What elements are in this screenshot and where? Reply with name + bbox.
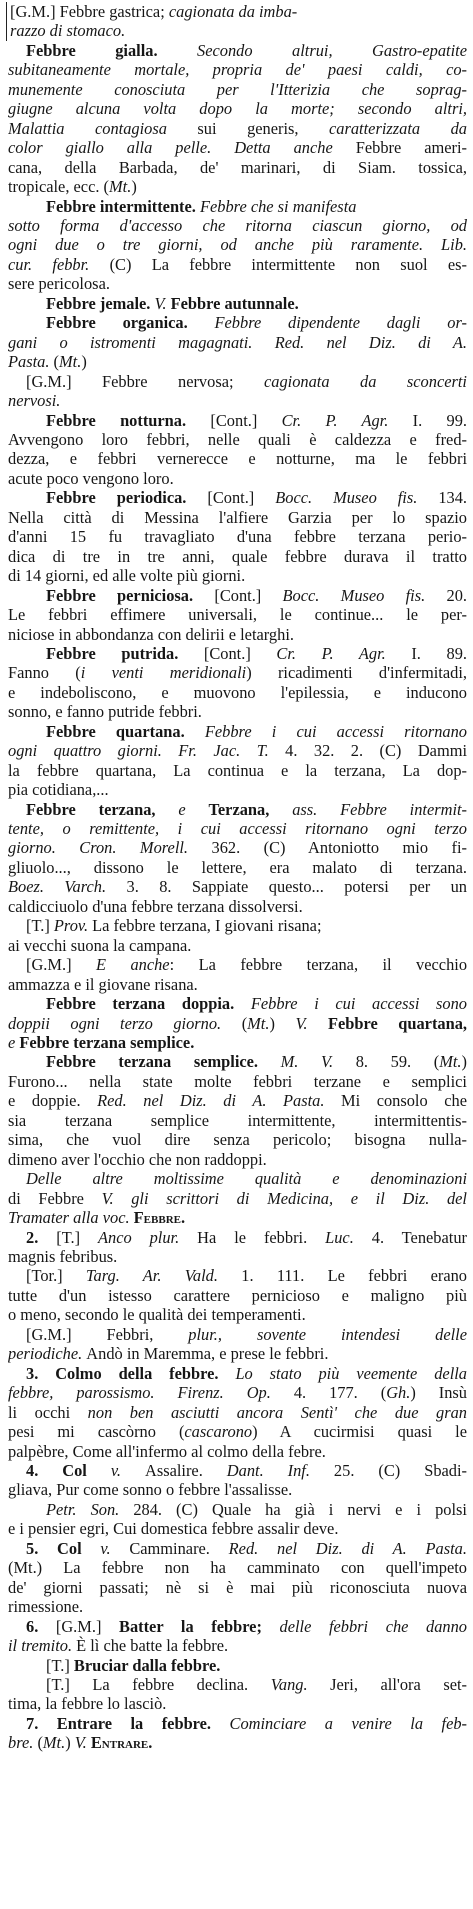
text-run: 4. Tenebatur <box>371 1227 467 1247</box>
italic-text: color giallo alla pelle. Detta anche <box>8 138 356 158</box>
text-run: Furono... nella state molte febbri terzane e semplici <box>8 1071 467 1091</box>
italic-text: Febbre i cui accessi ritornano <box>204 721 467 741</box>
text-line <box>8 819 467 838</box>
headword: 3. Colmo della febbre. <box>26 1363 236 1383</box>
text-line <box>8 547 467 566</box>
italic-text: cagionata da imba- <box>168 2 298 21</box>
italic-text: giugne alcuna volta dopo la morte; secondo altri, <box>8 99 467 119</box>
italic-text: Pasta. <box>8 352 54 372</box>
text-run: [G.M.] Febbre gastrica; <box>10 2 169 21</box>
headword: Terzana, <box>208 799 293 819</box>
text-run: o meno, secondo le qualità dei temperamenti. <box>8 1305 306 1325</box>
italic-text: sotto forma d'accesso che ritorna ciascun giorno, od <box>8 215 467 235</box>
text-run: Ha le febbri. <box>197 1227 326 1247</box>
text-run: e i pensier egri, Cui domestica febbre assalir deve. <box>8 1519 339 1539</box>
text-line <box>8 975 467 994</box>
text-run: [T.] <box>46 1674 93 1694</box>
text-run: ) <box>269 1013 296 1033</box>
text-run: 134. <box>438 488 467 508</box>
text-line <box>8 41 467 60</box>
text-run: ai vecchi suona la campana. <box>8 935 192 955</box>
text-line <box>8 644 467 663</box>
headword: 7. Entrare la febbre. <box>26 1713 230 1733</box>
headword: Febbre notturna. <box>46 410 211 430</box>
text-line <box>8 1480 467 1499</box>
text-run: ) <box>461 1052 467 1072</box>
text-line <box>8 605 467 624</box>
text-run: [T.] <box>56 1227 98 1247</box>
small-caps-ref: Febbre. <box>133 1208 186 1228</box>
italic-text: Mt. <box>42 1733 66 1753</box>
text-run: 4. 32. 2. (C) Dammi <box>285 741 467 761</box>
italic-text: razzo di stomaco. <box>10 21 126 41</box>
headword: Febbre quartana. <box>46 721 205 741</box>
text-run: sima, che vuol dire senza pericolo; bisogna nulla- <box>8 1130 467 1150</box>
text-line <box>8 1305 467 1324</box>
text-run: sui generis, <box>197 118 330 138</box>
text-run: la febbre quartana, La continua e la terzana, La dop- <box>8 760 467 780</box>
italic-text: ass. Febbre intermit- <box>292 799 467 819</box>
text-line <box>8 1733 467 1752</box>
text-run: Camminare. <box>129 1538 229 1558</box>
text-line <box>8 1014 467 1033</box>
text-run: [Cont.] <box>207 488 276 508</box>
text-line <box>8 702 467 721</box>
italic-text: Tramater alla voc. <box>8 1208 134 1228</box>
italic-text: E anche <box>95 955 170 975</box>
text-run: [G.M.] Febbre nervosa; <box>26 371 264 391</box>
text-run: d'anni 15 fu travagliato d'una febbre terzana perio- <box>8 527 467 547</box>
text-line <box>8 1052 467 1071</box>
italic-text: bre. <box>8 1733 38 1753</box>
text-line <box>8 449 467 468</box>
text-line <box>8 177 467 196</box>
text-run: [G.M.] <box>55 1616 120 1636</box>
italic-text: Prov. <box>53 916 93 936</box>
text-run: tutte d'un istesso carattere pernicioso e maligno più <box>8 1285 467 1305</box>
text-line <box>8 138 467 157</box>
italic-text: Cr. P. Agr. <box>281 410 413 430</box>
text-line <box>8 274 467 293</box>
text-run: pia cotidiana,... <box>8 780 109 800</box>
text-run: acute poco vengono loro. <box>8 468 174 488</box>
text-line <box>8 1403 467 1422</box>
text-line <box>8 313 467 332</box>
text-run: Jeri, all'ora set- <box>330 1674 467 1694</box>
text-line <box>8 197 467 216</box>
text-line <box>8 469 467 488</box>
text-line <box>8 411 467 430</box>
italic-text: delle febbri che danno <box>279 1616 467 1636</box>
italic-text: nervosi. <box>8 391 61 411</box>
text-run: de' giorni passati; nè si è mai più riconosciuta nuova <box>8 1577 467 1597</box>
headword: Febbre terzana doppia. <box>46 994 251 1014</box>
text-line <box>8 352 467 371</box>
headword: 6. <box>26 1616 56 1636</box>
text-run: Le febbri effimere universali, le continue... le per- <box>8 605 467 625</box>
italic-text: Febbre <box>200 196 251 216</box>
text-run: 1. 111. Le febbri erano <box>241 1266 467 1286</box>
text-run: [T.] <box>26 916 54 936</box>
italic-text: Bocc. Museo fis. <box>275 488 439 508</box>
text-run: La febbre declina. <box>92 1674 271 1694</box>
text-line <box>8 916 467 935</box>
text-line <box>6 21 467 40</box>
text-run: niciose in abbondanza con delirii e letarghi. <box>8 624 294 644</box>
text-line <box>8 1519 467 1538</box>
text-line <box>8 1344 467 1363</box>
text-run: ) Insù <box>410 1383 467 1403</box>
text-run: ) <box>131 177 137 197</box>
small-caps-ref: Entrare. <box>90 1733 153 1753</box>
text-line <box>8 235 467 254</box>
text-run: pesi mi cascòrno ( <box>8 1422 185 1442</box>
text-run: e doppie. <box>8 1091 98 1111</box>
text-line <box>8 80 467 99</box>
text-line <box>8 1091 467 1110</box>
headword: Febbre terzana semplice. <box>46 1052 281 1072</box>
text-line <box>8 1072 467 1091</box>
text-run: di 14 giorni, ed alle volte più giorni. <box>8 566 246 586</box>
text-line <box>8 858 467 877</box>
text-run: gliuolo..., dissono le lettere, era malato di terzana. <box>8 857 467 877</box>
headword: Febbre quartana, <box>327 1013 467 1033</box>
text-run: (C) La febbre intermittente non suol es- <box>109 254 467 274</box>
text-line <box>8 838 467 857</box>
text-line <box>8 1130 467 1149</box>
text-run: [G.M.] <box>26 955 96 975</box>
italic-text: gani o istromenti magagnati. Red. nel Diz. di A. <box>8 332 467 352</box>
headword: Febbre intermittente. <box>46 196 200 216</box>
italic-text: ogni quattro giorni. Fr. Jac. T. <box>8 741 286 761</box>
text-line <box>8 1500 467 1519</box>
headword: Febbre perniciosa. <box>46 585 215 605</box>
text-line <box>8 625 467 644</box>
italic-text: M. V. <box>280 1052 356 1072</box>
text-line <box>8 683 467 702</box>
text-run: magnis febribus. <box>8 1247 118 1266</box>
text-run: 25. (C) Sbadi- <box>333 1460 467 1480</box>
text-run: [Cont.] <box>203 643 277 663</box>
text-line <box>8 663 467 682</box>
italic-text: Targ. Ar. Vald. <box>85 1266 242 1286</box>
text-run: sonno, e fanno putride febbri. <box>8 702 202 722</box>
headword: Febbre terzana semplice. <box>19 1033 195 1053</box>
text-line <box>8 1247 467 1266</box>
text-run: e indeboliscono, e muovono l'epilessia, e inducono <box>8 682 467 702</box>
italic-text: Petr. Son. <box>46 1499 134 1519</box>
text-run: sia terzana semplice intermittente, intermittentis- <box>8 1110 467 1130</box>
italic-text: e <box>8 1033 20 1053</box>
text-line <box>6 2 467 21</box>
text-line <box>8 1189 467 1208</box>
italic-text: Boez. Varch. <box>8 877 127 897</box>
text-line <box>8 1461 467 1480</box>
text-line <box>8 586 467 605</box>
text-line <box>8 1150 467 1169</box>
text-line <box>8 780 467 799</box>
italic-text: Vang. <box>270 1674 331 1694</box>
text-line <box>8 430 467 449</box>
text-run: 284. (C) Quale ha già i nervi e i polsi <box>133 1499 467 1519</box>
text-run: sere pericolosa. <box>8 274 110 294</box>
text-run: dimeno aver l'occhio che non raddoppi. <box>8 1149 267 1169</box>
text-line <box>8 1539 467 1558</box>
italic-text: Bocc. Museo fis. <box>282 585 447 605</box>
italic-text: V. <box>154 293 171 313</box>
headword: Febbre gialla. <box>26 40 198 60</box>
text-line <box>8 527 467 546</box>
italic-text: Mt. <box>59 352 82 372</box>
italic-text: plur., sovente intendesi delle <box>188 1324 467 1344</box>
text-line <box>8 1228 467 1247</box>
italic-text: Mt. <box>439 1052 462 1072</box>
text-run: I. 89. <box>411 643 467 663</box>
italic-text: V. gli scrittori di Medicina, e il Diz. del <box>101 1188 467 1208</box>
text-line <box>8 1422 467 1441</box>
text-line <box>8 333 467 352</box>
headword: 5. Col <box>26 1538 101 1558</box>
text-line <box>8 897 467 916</box>
text-run: [Cont.] <box>210 410 282 430</box>
text-line <box>8 255 467 274</box>
text-run: 8. 59. ( <box>355 1052 440 1072</box>
text-run: gliava, Pur come sonno o febbre l'assalisse. <box>8 1480 293 1500</box>
text-run: (Mt.) La febbre non ha camminato con quell'impeto <box>8 1558 467 1578</box>
italic-text: Cr. P. Agr. <box>276 643 412 663</box>
italic-text: che si manifesta <box>250 196 357 216</box>
italic-text: il tremito. <box>8 1636 77 1656</box>
italic-text: e <box>178 799 209 819</box>
text-run: dezza, e febbri vernerecce e notturne, ma le febbri <box>8 449 467 469</box>
italic-text: munemente conosciuta per l'Itterizia che soprag- <box>8 79 467 99</box>
headword: Bruciar dalla febbre. <box>73 1655 221 1675</box>
text-run: 4. 177. ( <box>293 1383 387 1403</box>
italic-text: febbre, parossismo. Firenz. Op. <box>8 1383 294 1403</box>
headword: Batter la febbre; <box>119 1616 280 1636</box>
text-line <box>8 1597 467 1616</box>
text-line <box>8 372 467 391</box>
italic-text: cascarono <box>184 1422 253 1442</box>
text-run: ) ricadimenti d'infermitadi, <box>246 663 467 683</box>
text-run: ) A cucirmisi quasi le <box>252 1422 467 1442</box>
text-run: ( <box>53 352 59 372</box>
text-line <box>8 1364 467 1383</box>
text-line <box>8 566 467 585</box>
italic-text: tente, o remittente, i cui accessi ritornano ogni terzo <box>8 819 467 839</box>
italic-text: v. <box>110 1460 145 1480</box>
italic-text: v. <box>100 1538 130 1558</box>
text-line <box>8 1694 467 1713</box>
text-line <box>8 391 467 410</box>
text-run: tima, la febbre lo lasciò. <box>8 1694 167 1714</box>
text-run: cana, della Barbada, de' marinari, di Siam. tossica, <box>8 157 467 177</box>
text-run: ) <box>65 1733 75 1753</box>
italic-text: Luc. <box>325 1227 372 1247</box>
text-run: La febbre terzana, I giovani risana; <box>92 916 322 936</box>
text-run: [Cont.] <box>214 585 283 605</box>
text-run: ( <box>37 1733 43 1753</box>
headword: Febbre periodica. <box>46 488 208 508</box>
headword: 4. Col <box>26 1460 111 1480</box>
text-line <box>8 216 467 235</box>
text-line <box>8 994 467 1013</box>
italic-text: Mt. <box>109 177 132 197</box>
text-line <box>8 508 467 527</box>
text-run: 3. 8. Sappiate questo... potersi per un <box>126 877 467 897</box>
text-line <box>8 1656 467 1675</box>
text-line <box>8 158 467 177</box>
headword: Febbre autunnale. <box>170 293 299 313</box>
text-line <box>8 119 467 138</box>
italic-text: non ben asciutti ancora Sentì' che due gran <box>87 1402 467 1422</box>
italic-text: Anco plur. <box>97 1227 198 1247</box>
italic-text: Gh. <box>386 1383 411 1403</box>
text-run: tropicale, ecc. ( <box>8 177 110 197</box>
text-line <box>8 294 467 313</box>
headword: Febbre organica. <box>46 313 215 333</box>
text-run: di <box>8 1188 39 1208</box>
italic-text: periodiche. <box>8 1344 87 1364</box>
italic-text: caratterizzata da <box>329 118 467 138</box>
text-line <box>8 99 467 118</box>
text-run: dica di tre in tre anni, quale febbre durava il tratto <box>8 546 467 566</box>
text-run: ) <box>81 352 87 372</box>
text-line <box>8 60 467 79</box>
headword: 2. <box>26 1227 57 1247</box>
text-line <box>8 1169 467 1188</box>
text-run: rimessione. <box>8 1597 84 1617</box>
text-run: È lì che batte la febbre. <box>76 1636 229 1656</box>
text-run: 362. (C) Antoniotto mio fi- <box>211 838 467 858</box>
italic-text: Mt. <box>247 1013 270 1033</box>
text-line <box>8 1111 467 1130</box>
text-run: ammazza e il giovane risana. <box>8 974 198 994</box>
text-run: [Tor.] <box>26 1266 86 1286</box>
text-run: I. 99. <box>412 410 467 430</box>
italic-text: V. <box>74 1733 91 1753</box>
text-line <box>8 1617 467 1636</box>
text-line <box>8 955 467 974</box>
text-line <box>8 1558 467 1577</box>
text-line <box>8 936 467 955</box>
italic-text: Red. nel Diz. di A. Pasta. <box>97 1091 341 1111</box>
headword: Febbre jemale. <box>46 293 155 313</box>
italic-text: cur. febbr. <box>8 254 110 274</box>
italic-text: ogni due o tre giorni, od anche più raramente. Lib. <box>8 235 467 255</box>
text-line <box>8 800 467 819</box>
headword: Febbre terzana, <box>26 799 179 819</box>
headword: Febbre putrida. <box>46 643 204 663</box>
text-run: li occhi <box>8 1402 88 1422</box>
text-line <box>8 722 467 741</box>
italic-text: Red. nel Diz. di A. Pasta. <box>228 1538 467 1558</box>
text-line <box>8 1286 467 1305</box>
text-line <box>8 1383 467 1402</box>
text-line <box>8 488 467 507</box>
italic-text: i venti meridionali <box>80 663 247 683</box>
text-run: Andò in Maremma, e prese le febbri. <box>86 1344 329 1364</box>
text-run: palpèbre, Come all'infermo al colmo della febre. <box>8 1441 326 1461</box>
italic-text: Cominciare a venire la feb- <box>229 1713 467 1733</box>
text-line <box>8 1325 467 1344</box>
text-run: caldicciuolo d'una febbre terzana dissolversi. <box>8 896 303 916</box>
italic-text: Delle altre moltissime qualità e denominazioni <box>26 1169 467 1189</box>
text-run: [T.] <box>46 1655 74 1675</box>
text-run: Assalire. <box>144 1460 227 1480</box>
italic-text: Dant. Inf. <box>226 1460 334 1480</box>
text-line <box>8 1033 467 1052</box>
text-line <box>8 741 467 760</box>
italic-text: Febbre dipendente dagli or- <box>214 313 467 333</box>
text-run: ( <box>241 1013 248 1033</box>
text-run: Mi consolo che <box>341 1091 467 1111</box>
text-line <box>8 761 467 780</box>
italic-text: subitaneamente mortale, propria de' paesi caldi, co- <box>8 60 467 80</box>
text-line <box>8 1578 467 1597</box>
italic-text: giorno. Cron. Morell. <box>8 838 212 858</box>
text-line <box>8 877 467 896</box>
text-run: Nella città di Messina l'alfiere Garzia per lo spazio <box>8 507 467 527</box>
text-line <box>8 1266 467 1285</box>
text-run: [G.M.] Febbri, <box>26 1324 189 1344</box>
italic-text: Secondo altrui, Gastro-epatite <box>197 40 467 60</box>
italic-text: Lo stato più veemente della <box>235 1363 467 1383</box>
text-run: Febbre <box>38 1188 102 1208</box>
text-line <box>8 1208 467 1227</box>
text-run: 20. <box>446 585 467 605</box>
italic-text: V. <box>295 1013 328 1033</box>
text-run: Fanno ( <box>8 663 81 683</box>
text-run: Febbre ameri- <box>355 138 467 158</box>
italic-text: Malattia contagiosa <box>8 118 198 138</box>
italic-text: doppii ogni terzo giorno. <box>8 1013 242 1033</box>
text-run: : La febbre terzana, il vecchio <box>169 955 467 975</box>
italic-text: cagionata da sconcerti <box>264 371 467 391</box>
italic-text: Febbre i cui accessi sono <box>250 994 467 1014</box>
text-line <box>8 1442 467 1461</box>
text-line <box>8 1636 467 1655</box>
text-line <box>8 1675 467 1694</box>
text-line <box>8 1714 467 1733</box>
text-run: Avvengono loro febbri, nelle quali è caldezza e fred- <box>8 429 467 449</box>
